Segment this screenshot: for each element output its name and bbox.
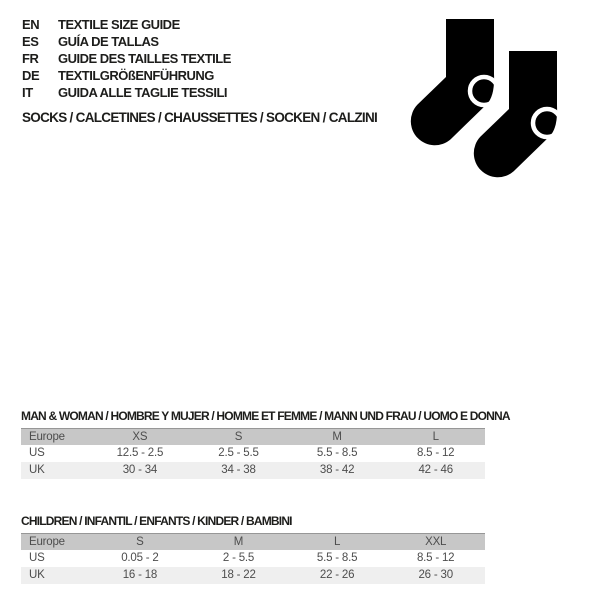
table-row-us <box>21 445 485 462</box>
language-label: GUIDA ALLE TAGLIE TESSILI <box>58 85 228 100</box>
header-region: Europe <box>21 534 91 550</box>
language-label: TEXTILE SIZE GUIDE <box>58 17 180 32</box>
language-label: TEXTILGRÖßENFÜHRUNG <box>58 68 214 83</box>
language-label: GUIDE DES TAILLES TEXTILE <box>58 51 231 66</box>
cell-value: 34 - 38 <box>189 462 288 479</box>
man-woman-size-table <box>21 428 485 479</box>
language-code: FR <box>22 51 39 66</box>
cell-value: 0.05 - 2 <box>121 552 159 564</box>
language-code: ES <box>22 34 39 49</box>
header-size-s: S <box>189 429 288 445</box>
cell-value: 38 - 42 <box>288 462 387 479</box>
table-header-row <box>21 534 485 550</box>
header-size-m: M <box>189 534 288 550</box>
row-label: US <box>29 447 45 459</box>
man-woman-section <box>21 409 510 479</box>
cell-value: 2 - 5.5 <box>222 552 255 564</box>
header-region: Europe <box>21 429 91 445</box>
cell-value: 18 - 22 <box>189 567 288 584</box>
children-size-table <box>21 533 485 584</box>
language-label: GUÍA DE TALLAS <box>58 34 159 49</box>
language-row-en <box>22 16 377 33</box>
cell-value: 22 - 26 <box>288 567 387 584</box>
language-row-de <box>22 67 377 84</box>
language-list <box>22 16 377 125</box>
language-code: DE <box>22 68 40 83</box>
header-size-xs: XS <box>91 429 190 445</box>
header-size-xxl: XXL <box>386 534 485 550</box>
man-woman-table-title: MAN & WOMAN / HOMBRE Y MUJER / HOMME ET FEMME / MANN UND FRAU / UOMO E DONNA <box>21 409 510 423</box>
row-label: US <box>29 552 45 564</box>
cell-value: 16 - 18 <box>91 567 190 584</box>
cell-value: 5.5 - 8.5 <box>316 552 358 564</box>
children-section <box>21 514 485 584</box>
socks-icon <box>406 12 566 182</box>
header-size-m: M <box>288 429 387 445</box>
cell-value: 42 - 46 <box>386 462 485 479</box>
language-code: IT <box>22 85 33 100</box>
cell-value: 26 - 30 <box>386 567 485 584</box>
category-title: SOCKS / CALCETINES / CHAUSSETTES / SOCKEN / CALZINI <box>22 110 378 125</box>
row-label: UK <box>21 462 91 479</box>
language-row-es <box>22 33 377 50</box>
header-size-s: S <box>91 534 190 550</box>
language-code: EN <box>22 17 40 32</box>
cell-value: 30 - 34 <box>91 462 190 479</box>
table-row-uk <box>21 462 485 479</box>
cell-value: 12.5 - 2.5 <box>116 447 164 459</box>
cell-value: 2.5 - 5.5 <box>218 447 259 459</box>
cell-value: 5.5 - 8.5 <box>316 447 358 459</box>
cell-value: 8.5 - 12 <box>416 447 455 459</box>
language-row-it <box>22 84 377 101</box>
table-header-row <box>21 429 485 445</box>
cell-value: 8.5 - 12 <box>416 552 455 564</box>
children-table-title: CHILDREN / INFANTIL / ENFANTS / KINDER / BAMBINI <box>21 514 292 528</box>
table-row-us <box>21 550 485 567</box>
header-size-l: L <box>288 534 387 550</box>
row-label: UK <box>21 567 91 584</box>
header-size-l: L <box>386 429 485 445</box>
table-row-uk <box>21 567 485 584</box>
language-row-fr <box>22 50 377 67</box>
sock-front <box>411 19 498 145</box>
